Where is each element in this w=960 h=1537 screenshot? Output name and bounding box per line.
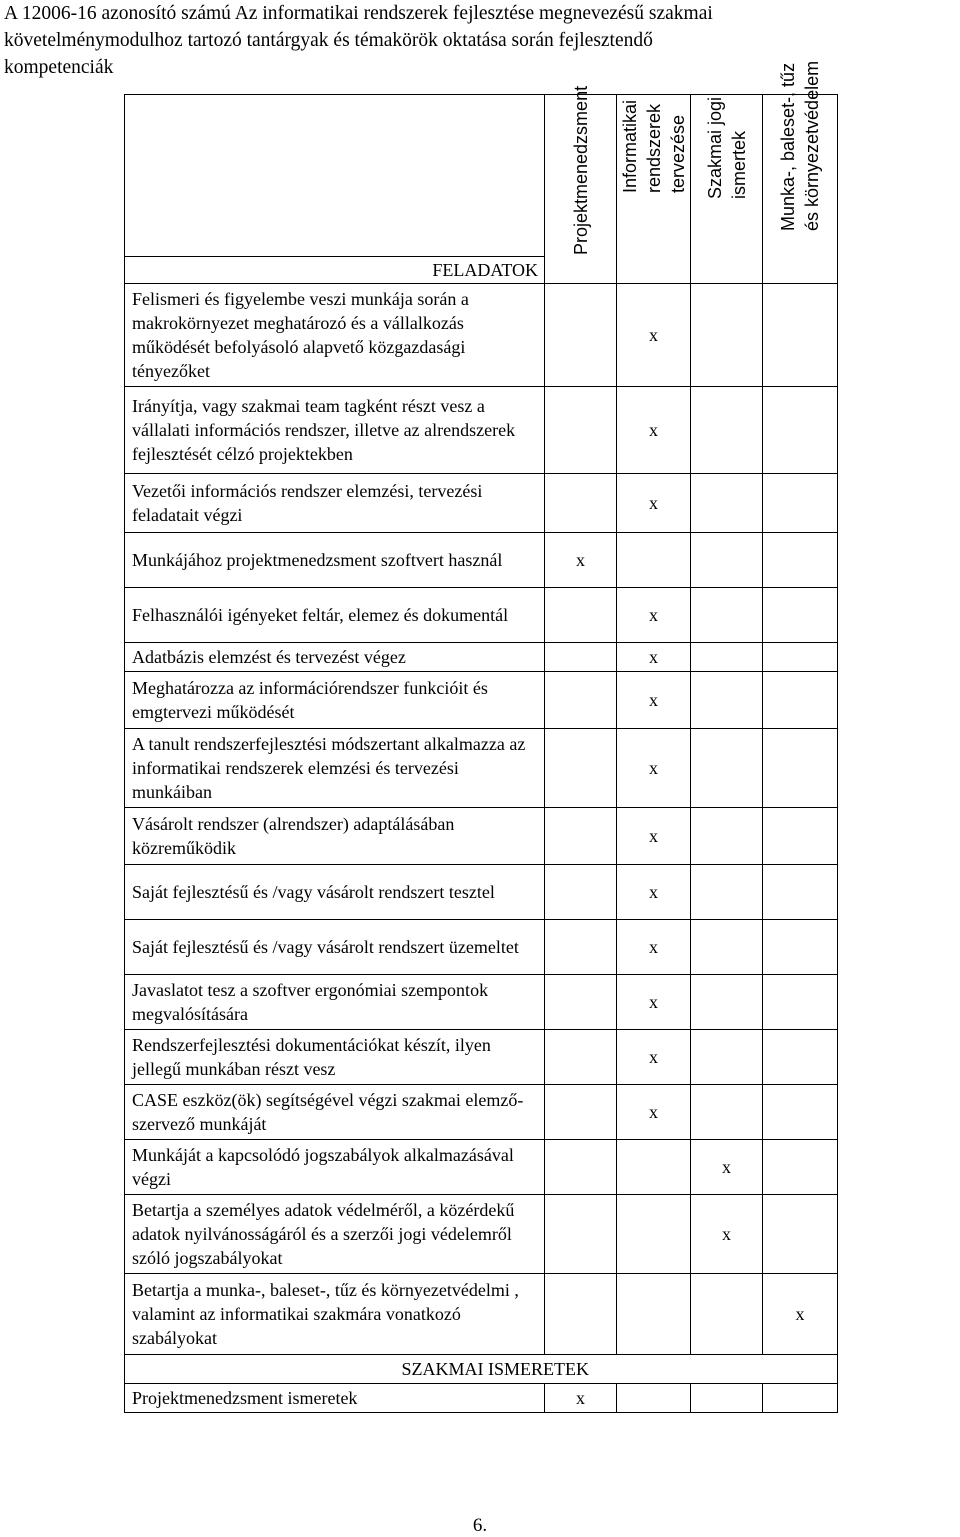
intro-line-1: A 12006-16 azonosító számú Az informatikai rendszerek fejlesztése megnevezésű szakmai	[4, 3, 713, 24]
mark-cell	[545, 1140, 617, 1195]
column-header-szakmai-jogi	[691, 95, 763, 284]
mark-cell: x	[545, 533, 617, 588]
task-row	[125, 1140, 838, 1195]
mark-cell	[763, 474, 838, 533]
task-row	[125, 808, 838, 865]
task-text: Saját fejlesztésű és /vagy vásárolt rendszert tesztel	[125, 865, 545, 920]
mark-cell	[691, 920, 763, 975]
section-title-feladatok: FELADATOK	[125, 257, 545, 284]
task-text: A tanult rendszerfejlesztési módszertant alkalmazza az informatikai rendszerek elemzési és tervezési munkáiban	[125, 729, 545, 808]
mark-cell	[763, 729, 838, 808]
mark-cell	[691, 975, 763, 1030]
mark-cell	[763, 865, 838, 920]
task-text: Munkájához projektmenedzsment szoftvert használ	[125, 533, 545, 588]
mark-cell	[545, 474, 617, 533]
mark-cell	[691, 1085, 763, 1140]
mark-cell: x	[691, 1195, 763, 1274]
mark-cell: x	[763, 1274, 838, 1355]
mark-cell: x	[617, 643, 691, 672]
mark-cell: x	[617, 588, 691, 643]
task-row	[125, 672, 838, 729]
task-text: CASE eszköz(ök) segítségével végzi szakmai elemző-szervező munkáját	[125, 1085, 545, 1140]
task-text: Meghatározza az információrendszer funkcióit és emgtervezi működését	[125, 672, 545, 729]
mark-cell	[545, 588, 617, 643]
task-row	[125, 1085, 838, 1140]
task-row	[125, 474, 838, 533]
header-corner-cell	[125, 95, 545, 257]
mark-cell	[763, 588, 838, 643]
mark-cell	[691, 1030, 763, 1085]
mark-cell	[691, 533, 763, 588]
mark-cell: x	[691, 1140, 763, 1195]
mark-cell	[763, 387, 838, 474]
mark-cell	[691, 865, 763, 920]
mark-cell	[691, 474, 763, 533]
column-label: Munka-, baleset-, tűz és környezetvédelem	[778, 60, 822, 231]
task-row	[125, 1274, 838, 1355]
mark-cell	[691, 387, 763, 474]
mark-cell: x	[617, 865, 691, 920]
mark-cell: x	[617, 387, 691, 474]
mark-cell	[545, 643, 617, 672]
mark-cell: x	[617, 920, 691, 975]
section-row-szakmai-ismeretek	[125, 1355, 838, 1384]
page-number: 6.	[472, 1515, 488, 1536]
mark-cell	[545, 1085, 617, 1140]
task-text: Javaslatot tesz a szoftver ergonómiai szempontok megvalósítására	[125, 975, 545, 1030]
column-header-munka-baleset	[763, 60, 838, 284]
mark-cell: x	[617, 474, 691, 533]
task-row	[125, 865, 838, 920]
column-label: Informatikai rendszerek tervezése	[619, 99, 688, 193]
mark-cell	[545, 1030, 617, 1085]
knowledge-text: Projektmenedzsment ismeretek	[125, 1384, 545, 1413]
column-label: Projektmenedzsment	[570, 85, 591, 255]
mark-cell	[691, 672, 763, 729]
mark-cell	[545, 672, 617, 729]
mark-cell	[545, 865, 617, 920]
mark-cell	[545, 920, 617, 975]
mark-cell	[691, 729, 763, 808]
mark-cell	[545, 284, 617, 387]
mark-cell	[691, 284, 763, 387]
mark-cell	[545, 729, 617, 808]
mark-cell	[617, 1140, 691, 1195]
task-text: Betartja a munka-, baleset-, tűz és környezetvédelmi , valamint az informatikai szakmára vonatkozó szabályokat	[125, 1274, 545, 1355]
mark-cell	[763, 1195, 838, 1274]
mark-cell	[617, 533, 691, 588]
task-text: Saját fejlesztésű és /vagy vásárolt rendszert üzemeltet	[125, 920, 545, 975]
mark-cell	[763, 1384, 838, 1413]
mark-cell	[763, 672, 838, 729]
intro-line-2: követelménymodulhoz tartozó tantárgyak és témakörök oktatása során fejlesztendő	[4, 30, 653, 51]
mark-cell: x	[617, 284, 691, 387]
mark-cell: x	[617, 808, 691, 865]
mark-cell	[545, 387, 617, 474]
mark-cell	[545, 1195, 617, 1274]
mark-cell: x	[617, 1030, 691, 1085]
task-row	[125, 643, 838, 672]
mark-cell	[691, 643, 763, 672]
mark-cell	[763, 533, 838, 588]
intro-line-3: kompetenciák	[4, 57, 114, 78]
mark-cell: x	[545, 1384, 617, 1413]
mark-cell: x	[617, 1085, 691, 1140]
task-row	[125, 920, 838, 975]
task-text: Vezetői információs rendszer elemzési, tervezési feladatait végzi	[125, 474, 545, 533]
mark-cell	[691, 588, 763, 643]
task-text: Felhasználói igényeket feltár, elemez és dokumentál	[125, 588, 545, 643]
mark-cell	[763, 808, 838, 865]
task-text: Adatbázis elemzést és tervezést végez	[125, 643, 545, 672]
mark-cell	[691, 1274, 763, 1355]
mark-cell	[763, 1140, 838, 1195]
mark-cell	[763, 920, 838, 975]
mark-cell	[691, 808, 763, 865]
competency-table	[124, 60, 838, 1413]
mark-cell	[763, 643, 838, 672]
header-row	[125, 95, 838, 257]
mark-cell	[545, 1274, 617, 1355]
task-text: Betartja a személyes adatok védelméről, a közérdekű adatok nyilvánosságáról és a szerzői jogi védelemről szóló jogszabályokat	[125, 1195, 545, 1274]
mark-cell: x	[617, 672, 691, 729]
section-title-szakmai-ismeretek: SZAKMAI ISMERETEK	[125, 1355, 838, 1384]
column-label: Szakmai jogi ismertek	[704, 96, 749, 199]
mark-cell	[691, 1384, 763, 1413]
mark-cell	[545, 975, 617, 1030]
column-header-informatikai-rendszerek	[617, 95, 691, 284]
task-row	[125, 387, 838, 474]
mark-cell	[763, 1085, 838, 1140]
mark-cell	[763, 1030, 838, 1085]
mark-cell	[617, 1274, 691, 1355]
task-row	[125, 533, 838, 588]
task-text: Felismeri és figyelembe veszi munkája során a makrokörnyezet meghatározó és a vállalkozás működését befolyásoló alapvető közgazdasági tényezőket	[125, 284, 545, 387]
task-row	[125, 729, 838, 808]
knowledge-row	[125, 1384, 838, 1413]
mark-cell: x	[617, 729, 691, 808]
mark-cell: x	[617, 975, 691, 1030]
task-text: Munkáját a kapcsolódó jogszabályok alkalmazásával végzi	[125, 1140, 545, 1195]
task-row	[125, 284, 838, 387]
mark-cell	[763, 284, 838, 387]
task-text: Irányítja, vagy szakmai team tagként részt vesz a vállalati információs rendszer, illetve az alrendszerek fejlesztését célzó projektekben	[125, 387, 545, 474]
task-text: Rendszerfejlesztési dokumentációkat készít, ilyen jellegű munkában részt vesz	[125, 1030, 545, 1085]
column-header-projektmenedzsment	[545, 85, 617, 284]
mark-cell	[763, 975, 838, 1030]
mark-cell	[545, 808, 617, 865]
task-row	[125, 975, 838, 1030]
task-text: Vásárolt rendszer (alrendszer) adaptálásában közreműködik	[125, 808, 545, 865]
mark-cell	[617, 1384, 691, 1413]
task-row	[125, 588, 838, 643]
task-row	[125, 1030, 838, 1085]
task-row	[125, 1195, 838, 1274]
mark-cell	[617, 1195, 691, 1274]
